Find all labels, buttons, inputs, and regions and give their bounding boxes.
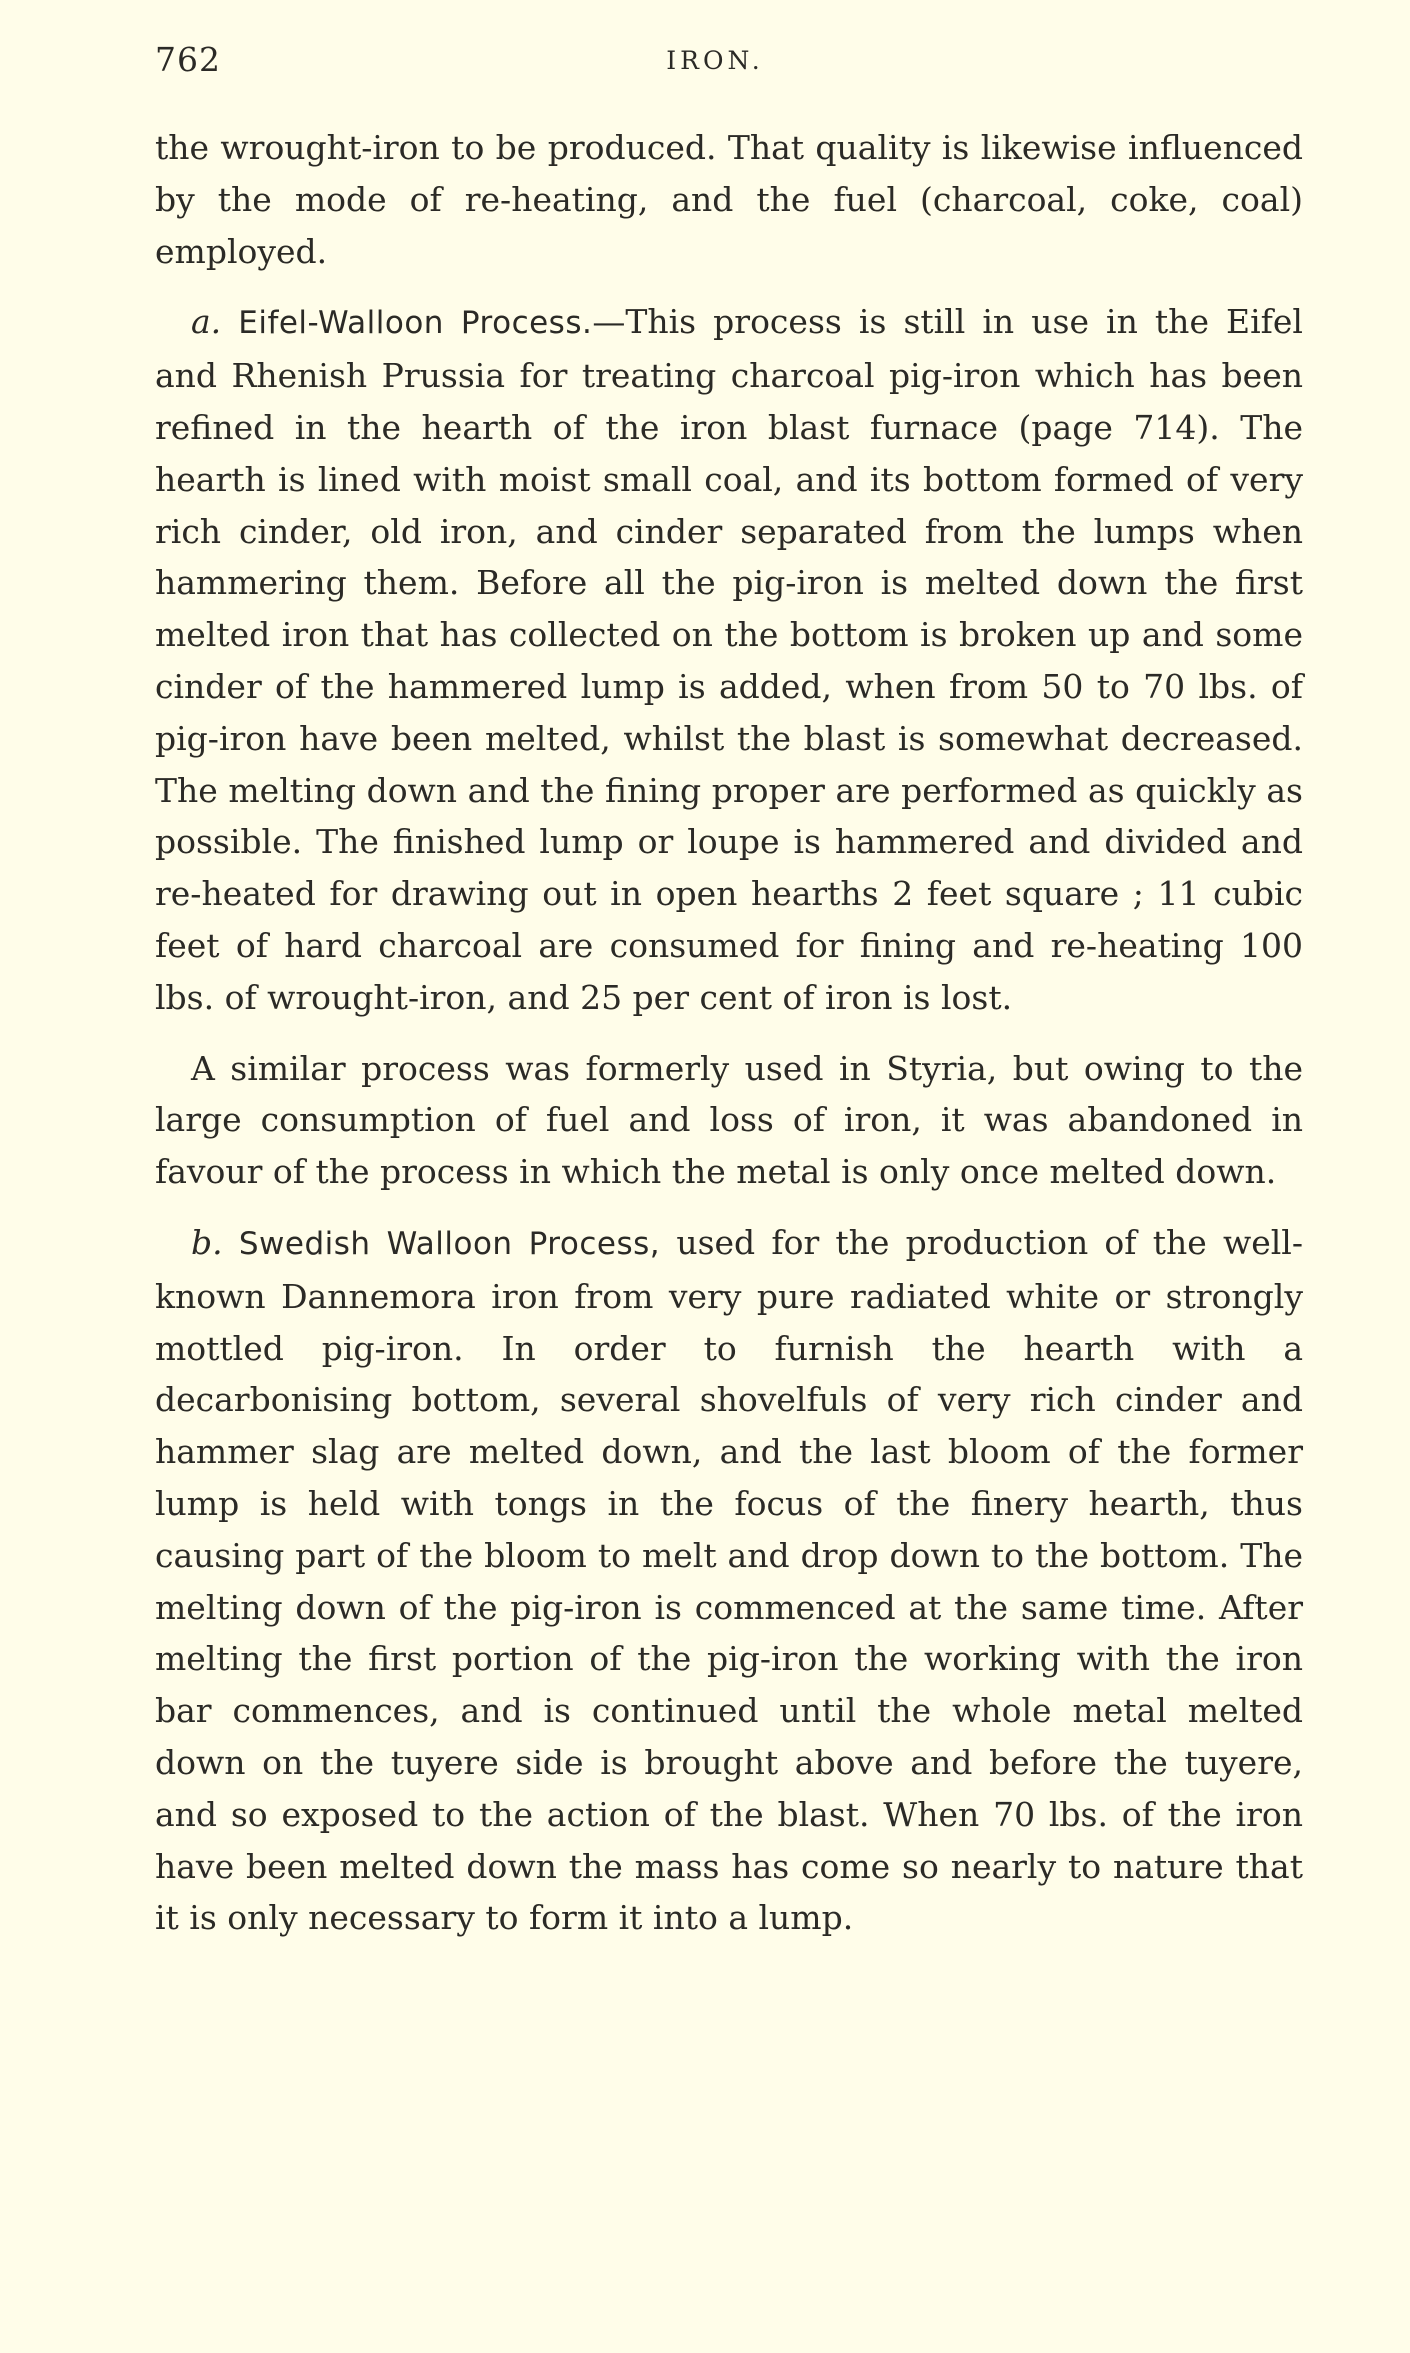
paragraph-text: the wrought-iron to be produced. That quality is likewise influenced by the mode of re-heating, and the fuel (charcoal, coke, coal) employed. bbox=[155, 128, 1303, 271]
paragraph-text: used for the production of the well-known Dannemora iron from very pure radiated white or strongly mottled pig-iron. In order to furnish the hearth with a decarbonising bottom, several shovelfuls of very rich cinder and hammer slag are melted down, and the last bloom of the former lump is held with tongs in the focus of the finery hearth, thus causing part of the bloom to melt and drop down to the bottom. The melting down of the pig-iron is commenced at the same time. After melting the first portion of the pig-iron the working with the iron bar commences, and is continued until the whole metal melted down on the tuyere side is brought above and before the tuyere, and so exposed to the action of the blast. When 70 lbs. of the iron have been melted down the mass has come so nearly to nature that it is only necessary to form it into a lump. bbox=[155, 1222, 1304, 1938]
section-marker: b. bbox=[191, 1222, 223, 1262]
paragraph-continuation bbox=[155, 122, 1303, 277]
paragraph-text: —This process is still in use in the Eifel and Rhenish Prussia for treating charcoal pig-iron which has been refined in the hearth of the iron blast furnace (page 714). The hearth is lined with moist small coal, and its bottom formed of very rich cinder, old iron, and cinder separated from the lumps when hammering them. Before all the pig-iron is melted down the first melted iron that has collected on the bottom is broken up and some cinder of the hammered lump is added, when from 50 to 70 lbs. of pig-iron have been melted, whilst the blast is somewhat decreased. The melting down and the fining proper are performed as quickly as possible. The finished lump or loupe is hammered and divided and re-heated for drawing out in open hearths 2 feet square ; 11 cubic feet of hard charcoal are consumed for fining and re-heating 100 lbs. of wrought-iron, and 25 per cent of iron is lost. bbox=[155, 302, 1303, 1017]
section-heading: Swedish Walloon Process, bbox=[238, 1225, 661, 1262]
section-marker: a. bbox=[191, 302, 222, 342]
paragraph-swedish-walloon bbox=[155, 1217, 1303, 1944]
body-text bbox=[155, 122, 1303, 1963]
page-header bbox=[155, 40, 1315, 90]
section-heading: Eifel-Walloon Process. bbox=[238, 305, 593, 342]
paragraph-eifel-walloon bbox=[155, 296, 1303, 1023]
running-head: IRON. bbox=[666, 46, 764, 75]
paragraph-styria bbox=[155, 1043, 1303, 1198]
page-number: 762 bbox=[155, 40, 221, 79]
paragraph-text: A similar process was formerly used in Styria, but owing to the large consumption of fuel and loss of iron, it was abandoned in favour of the process in which the metal is only once melted down. bbox=[155, 1048, 1303, 1192]
